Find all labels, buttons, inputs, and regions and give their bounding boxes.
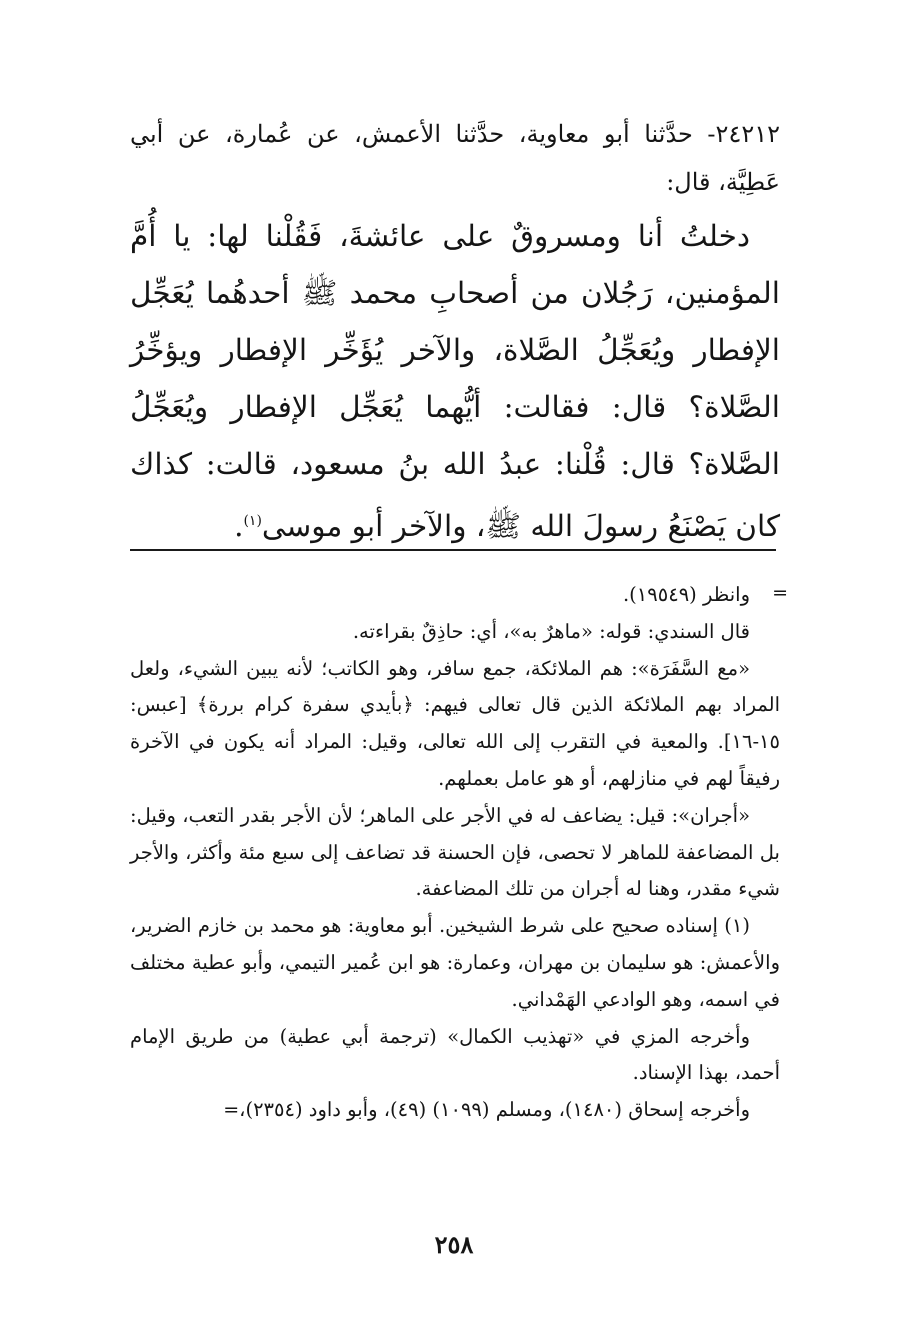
- footnote-sindi-2: «مع السَّفَرَة»: هم الملائكة، جمع سافر، وهو الكاتب؛ لأنه يبين الشيء، ولعل المراد بهم الملائكة الذين قال تعالى فيهم: ﴿بأيدي سفرة كرام بررة﴾ [عبس: ١٥-١٦]. والمعية في التقرب إلى الله تعالى، وقيل: المراد أنه يكون في الآخرة رفيقاً لهم في منازلهم، أو هو عامل بعملهم.: [130, 656, 780, 790]
- footnote-continues-marker: =: [223, 1099, 240, 1122]
- footnote-1: [130, 908, 780, 1018]
- hadith-text: [130, 208, 780, 555]
- footnote-1-mizzi: وأخرجه المزي في «تهذيب الكمال» (ترجمة أبي عطية) من طريق الإمام أحمد، بهذا الإسناد.: [130, 1024, 780, 1085]
- hadith-body: دخلتُ أنا ومسروقٌ على عائشةَ، فَقُلْنا لها: يا أُمَّ المؤمنين، رَجُلان من أصحابِ محمد ﷺ أحدهُما يُعَجِّل الإفطار ويُعَجِّلُ الصَّلاة، والآخر يُؤَخِّر الإفطار ويؤخِّرُ الصَّلاة؟ قال: فقالت: أيُّهما يُعَجِّل الإفطار ويُعَجِّلُ الصَّلاة؟ قال: قُلْنا: عبدُ الله بنُ مسعود، قالت: كذاك كان يَصْنَعُ رسولَ الله ﷺ، والآخر أبو موسى: [130, 219, 780, 543]
- footnote-divider: [130, 549, 776, 551]
- footnote-sindi-3: «أجران»: قيل: يضاعف له في الأجر على الماهر؛ لأن الأجر بقدر التعب، وقيل: بل المضاعفة للماهر لا تحصى، فإن الحسنة قد تضاعف إلى سبع مئة وأكثر، والأجر شيء مقدر، وهنا له أجران من تلك المضاعفة.: [130, 803, 780, 901]
- hadith-chain: ٢٤٢١٢- حدَّثنا أبو معاوية، حدَّثنا الأعمش، عن عُمارة، عن أبي عَطِيَّة، قال:: [130, 120, 780, 196]
- page-number: ٢٥٨: [434, 1230, 474, 1259]
- footnote-1-label: (١): [724, 914, 750, 938]
- footnote-sindi-1: قال السندي: قوله: «ماهرٌ به»، أي: حاذِقٌ بقراءته.: [352, 619, 750, 643]
- footnote-1-more-text: وأخرجه إسحاق (١٤٨٠)، ومسلم (١٠٩٩) (٤٩)، وأبو داود (٢٣٥٤)،: [239, 1098, 750, 1122]
- footnote-1-text: إسناده صحيح على شرط الشيخين. أبو معاوية: هو محمد بن خازم الضرير، والأعمش: هو سليمان بن مهران، وعمارة: هو ابن عُمير التيمي، وأبو عطية مختلف في اسمه، وهو الوادعي الهَمْداني.: [130, 914, 780, 1011]
- footnote-see-also: وانظر (١٩٥٤٩).: [622, 583, 750, 606]
- footnotes-section: [130, 577, 780, 1129]
- footnote-1-more: [130, 1092, 780, 1129]
- hadith-end: .: [234, 508, 244, 543]
- footnote-reference[interactable]: (١): [243, 513, 262, 529]
- continuation-marker: =: [772, 582, 788, 604]
